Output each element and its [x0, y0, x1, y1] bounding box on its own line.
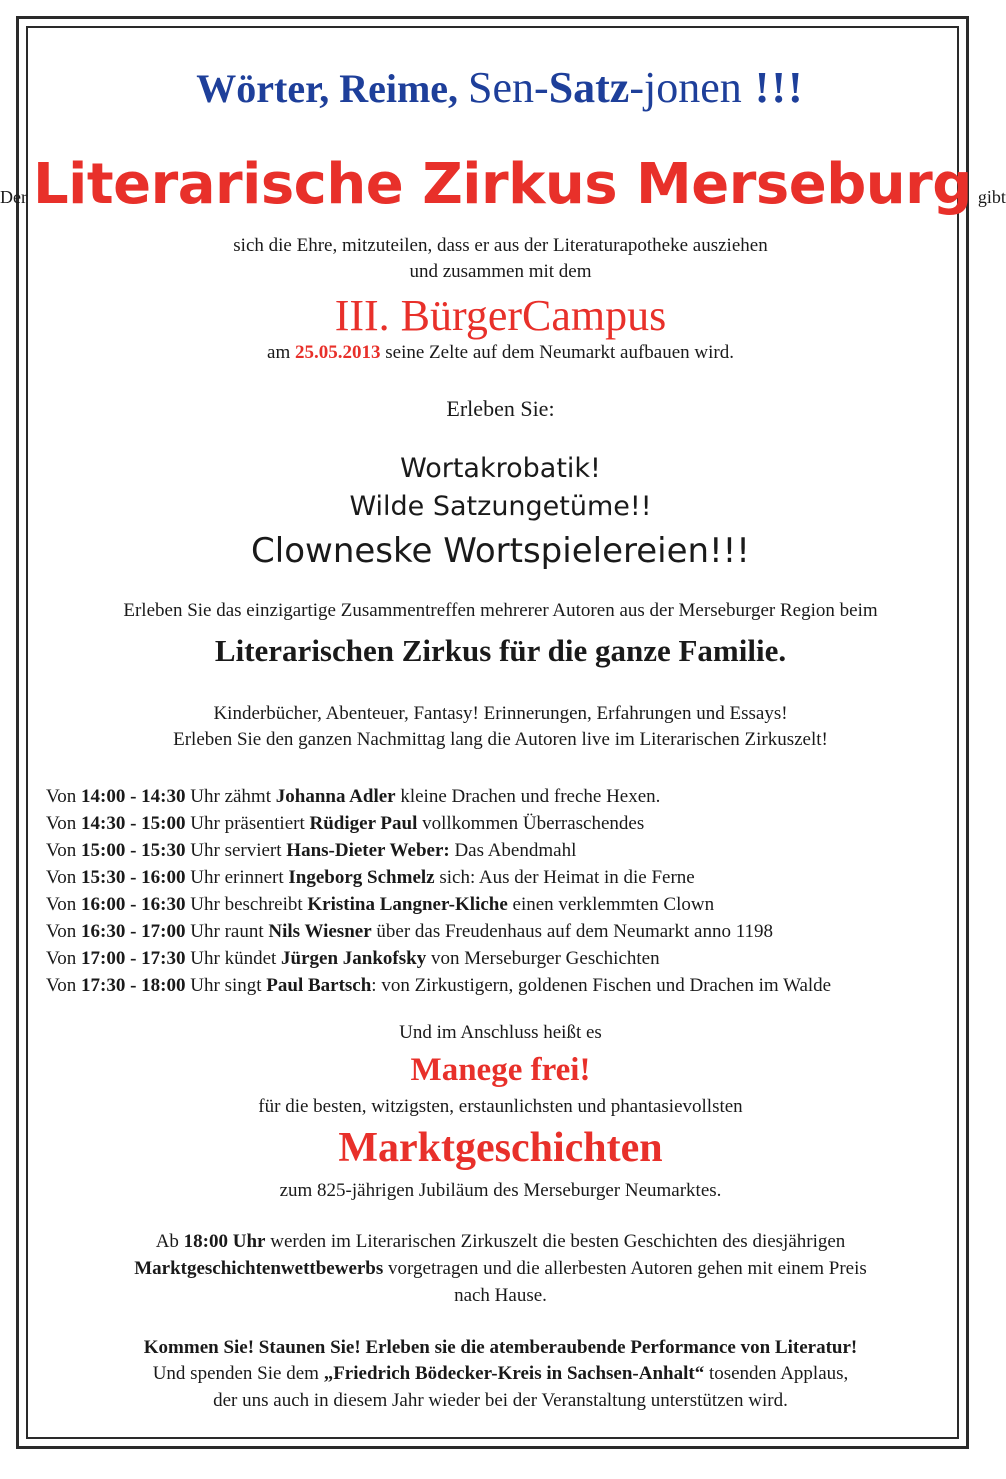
family-title: Literarischen Zirkus für die ganze Familie.	[214, 633, 787, 668]
row-verb: Uhr raunt	[185, 921, 269, 942]
row-author: Ingeborg Schmelz	[288, 867, 435, 888]
row-time: 15:00 - 15:30	[81, 840, 186, 861]
headline-exclamation: !!!	[741, 63, 805, 112]
row-topic: über das Freudenhaus auf dem Neumarkt anno 1198	[371, 921, 773, 942]
schedule-row	[46, 864, 966, 891]
anschluss-text: Und im Anschluss heißt es	[399, 1022, 602, 1043]
award-line-2-text: vorgetragen und die allerbesten Autoren gehen mit einem Preis	[383, 1258, 867, 1279]
event-title: Literarische Zirkus Merseburg	[32, 152, 972, 217]
highlight-3: Clowneske Wortspielereien!!!	[251, 531, 750, 571]
row-time: 14:00 - 14:30	[81, 786, 186, 807]
marktgeschichten-heading: Marktgeschichten	[338, 1125, 663, 1171]
highlight-1: Wortakrobatik!	[400, 453, 601, 484]
headline-part-2: Sen-	[468, 63, 549, 112]
row-topic: einen verklemmten Clown	[507, 894, 715, 915]
row-von: Von	[46, 786, 82, 807]
row-verb: Uhr singt	[185, 975, 267, 996]
schedule-list	[46, 783, 966, 999]
intro-line-2: und zusammen mit dem	[409, 261, 592, 282]
award-time: 18:00 Uhr	[183, 1231, 266, 1252]
schedule-row	[46, 945, 966, 972]
headline-part-4: -jonen	[629, 63, 742, 112]
award-line-1	[0, 1231, 1001, 1253]
award-competition: Marktgeschichtenwettbewerbs	[134, 1258, 384, 1279]
row-von: Von	[46, 867, 82, 888]
closing-organization: „Friedrich Bödecker-Kreis in Sachsen-Anhalt“	[323, 1363, 705, 1384]
row-verb: Uhr kündet	[185, 948, 282, 969]
intro-line-1: sich die Ehre, mitzuteilen, dass er aus der Literaturapotheke ausziehen	[233, 235, 768, 256]
row-author: Nils Wiesner	[268, 921, 372, 942]
row-topic: kleine Drachen und freche Hexen.	[395, 786, 661, 807]
genres-line-2: Erleben Sie den ganzen Nachmittag lang die Autoren live im Literarischen Zirkuszelt!	[173, 729, 828, 750]
row-von: Von	[46, 948, 82, 969]
row-time: 14:30 - 15:00	[81, 813, 186, 834]
row-von: Von	[46, 840, 82, 861]
event-title-row	[0, 152, 1006, 217]
date-line-pre: am	[267, 342, 295, 363]
row-topic: sich: Aus der Heimat in die Ferne	[434, 867, 695, 888]
row-author: Hans-Dieter Weber:	[286, 840, 450, 861]
row-time: 17:30 - 18:00	[81, 975, 186, 996]
schedule-row	[46, 918, 966, 945]
closing-line-2	[0, 1363, 1001, 1385]
closing-post: tosenden Applaus,	[704, 1363, 849, 1384]
jubilaeum-text: zum 825-jährigen Jubiläum des Merseburger Neumarktes.	[279, 1180, 722, 1201]
headline-part-1: Wörter, Reime,	[196, 66, 469, 111]
schedule-row	[46, 810, 966, 837]
closing-line-3: der uns auch in diesem Jahr wieder bei der Veranstaltung unterstützen wird.	[213, 1390, 788, 1411]
row-author: Paul Bartsch	[266, 975, 372, 996]
row-verb: Uhr präsentiert	[185, 813, 310, 834]
schedule-row	[46, 783, 966, 810]
row-time: 15:30 - 16:00	[81, 867, 186, 888]
date-line-post: seine Zelte auf dem Neumarkt aufbauen wird.	[380, 342, 734, 363]
row-von: Von	[46, 921, 82, 942]
headline	[0, 62, 1001, 113]
schedule-row	[46, 972, 966, 999]
row-topic: : von Zirkustigern, goldenen Fischen und Drachen im Walde	[371, 975, 832, 996]
row-verb: Uhr erinnert	[185, 867, 289, 888]
row-topic: vollkommen Überraschendes	[417, 813, 645, 834]
meeting-text: Erleben Sie das einzigartige Zusammentreffen mehrerer Autoren aus der Merseburger Region beim	[123, 600, 878, 621]
campus-title: III. BürgerCampus	[334, 291, 667, 340]
row-author: Kristina Langner-Kliche	[307, 894, 508, 915]
row-verb: Uhr beschreibt	[185, 894, 308, 915]
row-time: 17:00 - 17:30	[81, 948, 186, 969]
closing-line-1: Kommen Sie! Staunen Sie! Erleben sie die atemberaubende Performance von Literatur!	[143, 1337, 858, 1358]
row-time: 16:00 - 16:30	[81, 894, 186, 915]
manege-frei-heading: Manege frei!	[410, 1052, 591, 1088]
row-von: Von	[46, 813, 82, 834]
award-post: werden im Literarischen Zirkuszelt die besten Geschichten des diesjährigen	[265, 1231, 846, 1252]
row-author: Rüdiger Paul	[309, 813, 418, 834]
date-line	[0, 342, 1001, 364]
award-line-2	[0, 1258, 1001, 1280]
title-pre: Der	[0, 187, 27, 207]
genres-line-1: Kinderbücher, Abenteuer, Fantasy! Erinnerungen, Erfahrungen und Essays!	[213, 703, 788, 724]
award-pre: Ab	[155, 1231, 184, 1252]
row-von: Von	[46, 975, 82, 996]
erleben-heading: Erleben Sie:	[446, 396, 555, 421]
headline-part-3: Satz	[548, 63, 630, 112]
besten-text: für die besten, witzigsten, erstaunlichsten und phantasievollsten	[258, 1096, 743, 1117]
closing-pre: Und spenden Sie dem	[152, 1363, 324, 1384]
row-author: Jürgen Jankofsky	[281, 948, 427, 969]
schedule-row	[46, 891, 966, 918]
row-author: Johanna Adler	[275, 786, 396, 807]
row-topic: Das Abendmahl	[449, 840, 577, 861]
row-time: 16:30 - 17:00	[81, 921, 186, 942]
row-von: Von	[46, 894, 82, 915]
row-verb: Uhr serviert	[185, 840, 287, 861]
award-line-3: nach Hause.	[454, 1285, 547, 1306]
title-post: gibt	[977, 187, 1006, 207]
row-verb: Uhr zähmt	[185, 786, 276, 807]
row-topic: von Merseburger Geschichten	[426, 948, 660, 969]
event-date: 25.05.2013	[295, 342, 381, 363]
schedule-row	[46, 837, 966, 864]
highlight-2: Wilde Satzungetüme!!	[349, 491, 652, 522]
